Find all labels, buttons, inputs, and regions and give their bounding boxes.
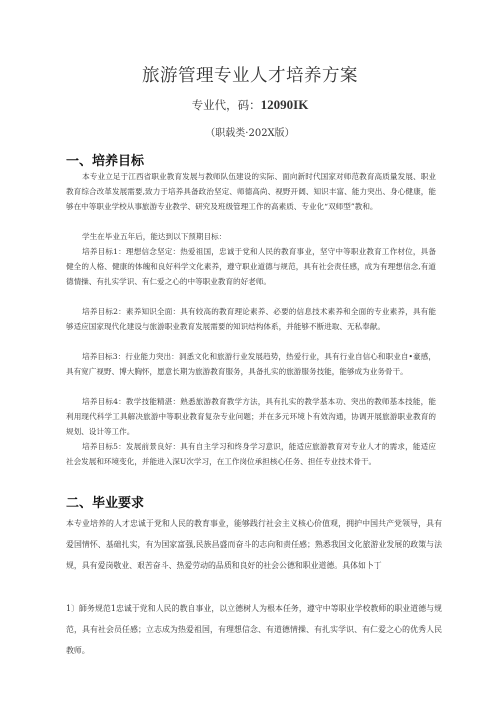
section-heading-goals: 一、培养目标 [66, 154, 145, 169]
section-heading-requirements: 二、毕业要求 [66, 496, 145, 511]
major-code-line [0, 97, 500, 113]
goals-sub-paragraph: 学生在毕业五年后，能达到以下预期目标： [82, 232, 227, 241]
major-code-label: 专业代，码： [191, 98, 261, 112]
requirements-intro-paragraph: 本专业培养的人才忠诚于党和人民的教育事业，能够践行社会主义核心价值观，拥护中国共产党领导，具有爱国情怀、基础扎实，有为国家富强,民族昌盛而奋斗的志向和责任感；熟悉我国文化旅游业发展的政策与法规，具有爱岗敬业、艰苦奋斗、热爱劳动的品质和良好的社会公德和职业道德。具体如卜丁 [66, 519, 442, 570]
requirement-item-1: 1〕師务规范1忠诚于党和人民的教自事业，以立德树人为根本任务，遵守中等职业学校教师的职业道德与规范，具有社会员任感；立志成为热爱祖国，有理想信念、有道德情操、有扎实学识、有仁爱之心的优秀人民教师。 [66, 604, 442, 655]
goal-item-3: 培养目标3：行业能力突出：洞悉文化和旅游行业发展趋势，热爱行业，具有行业自信心和职业自•豪感，具有宽广视野、博大胸怀，愿意长期为旅游教育服务，具备扎实的旅游服务技能，能够成为业务骨干。 [66, 352, 436, 376]
goal-item-4: 培养目标4：教学技能精湛：熟悉旅游教育教学方法，具有扎实的教学基本功、突出的教师基本技能，能利用现代科学工具解决旅游中等职业教育复杂专业问题；并在多元环境卜有效沟通，协调开展旅游职业教育的规划、设计等工作。 [66, 397, 436, 436]
goal-item-2: 培养目标2：素养知识全面：具有较高的教育理论素养、必要的信息技术素养和全面的专业素养，具有能够适应国家现代化建设与旅游职业教育发展需要的知识结构体系，并能够不断进取、无私奉献。 [66, 307, 436, 331]
goals-intro-paragraph: 本专业立足于江西省职业教育发展与教师队伍建设的实际、面向新时代国家对师范教育高质量发展、职业教育综合改革发展需要,致力于培养具备政治坚定、师德高尚、视野开阔、知识丰富、能力突出、身心健康，能够在中等职业学校从事旅游专业教学、研究及班级管理工作的高素质、专业化“双师型”教和。 [66, 172, 436, 211]
goal-item-1: 培养目标1：理想信念坚定：热爱祖国，忠诚于党和人民的教育事业，坚守中等职业教育工作材位，具备健全的人格、健康的体魄和良好科学文化素养，遵守职业道德与规范，具有社会责任感，成为有理想信念,有道德情操、有扎实学识、有仁爱之心的中等职业教育的好老师。 [66, 247, 436, 286]
doc-title: 旅游管理专业人才培养方案 [142, 66, 358, 86]
major-code-value: 12090IK [260, 97, 309, 112]
goal-item-5: 培养目标5：发展前景良好：具有自主学习和终身学习意识，能适应旅游教育对专业人才的需求，能适应社会发展和环境变化，并能进入深U次学习，在工作岗位承担核心任务、担任专业技术骨干。 [66, 442, 436, 466]
doc-level: （职载类·202X版） [205, 128, 295, 139]
